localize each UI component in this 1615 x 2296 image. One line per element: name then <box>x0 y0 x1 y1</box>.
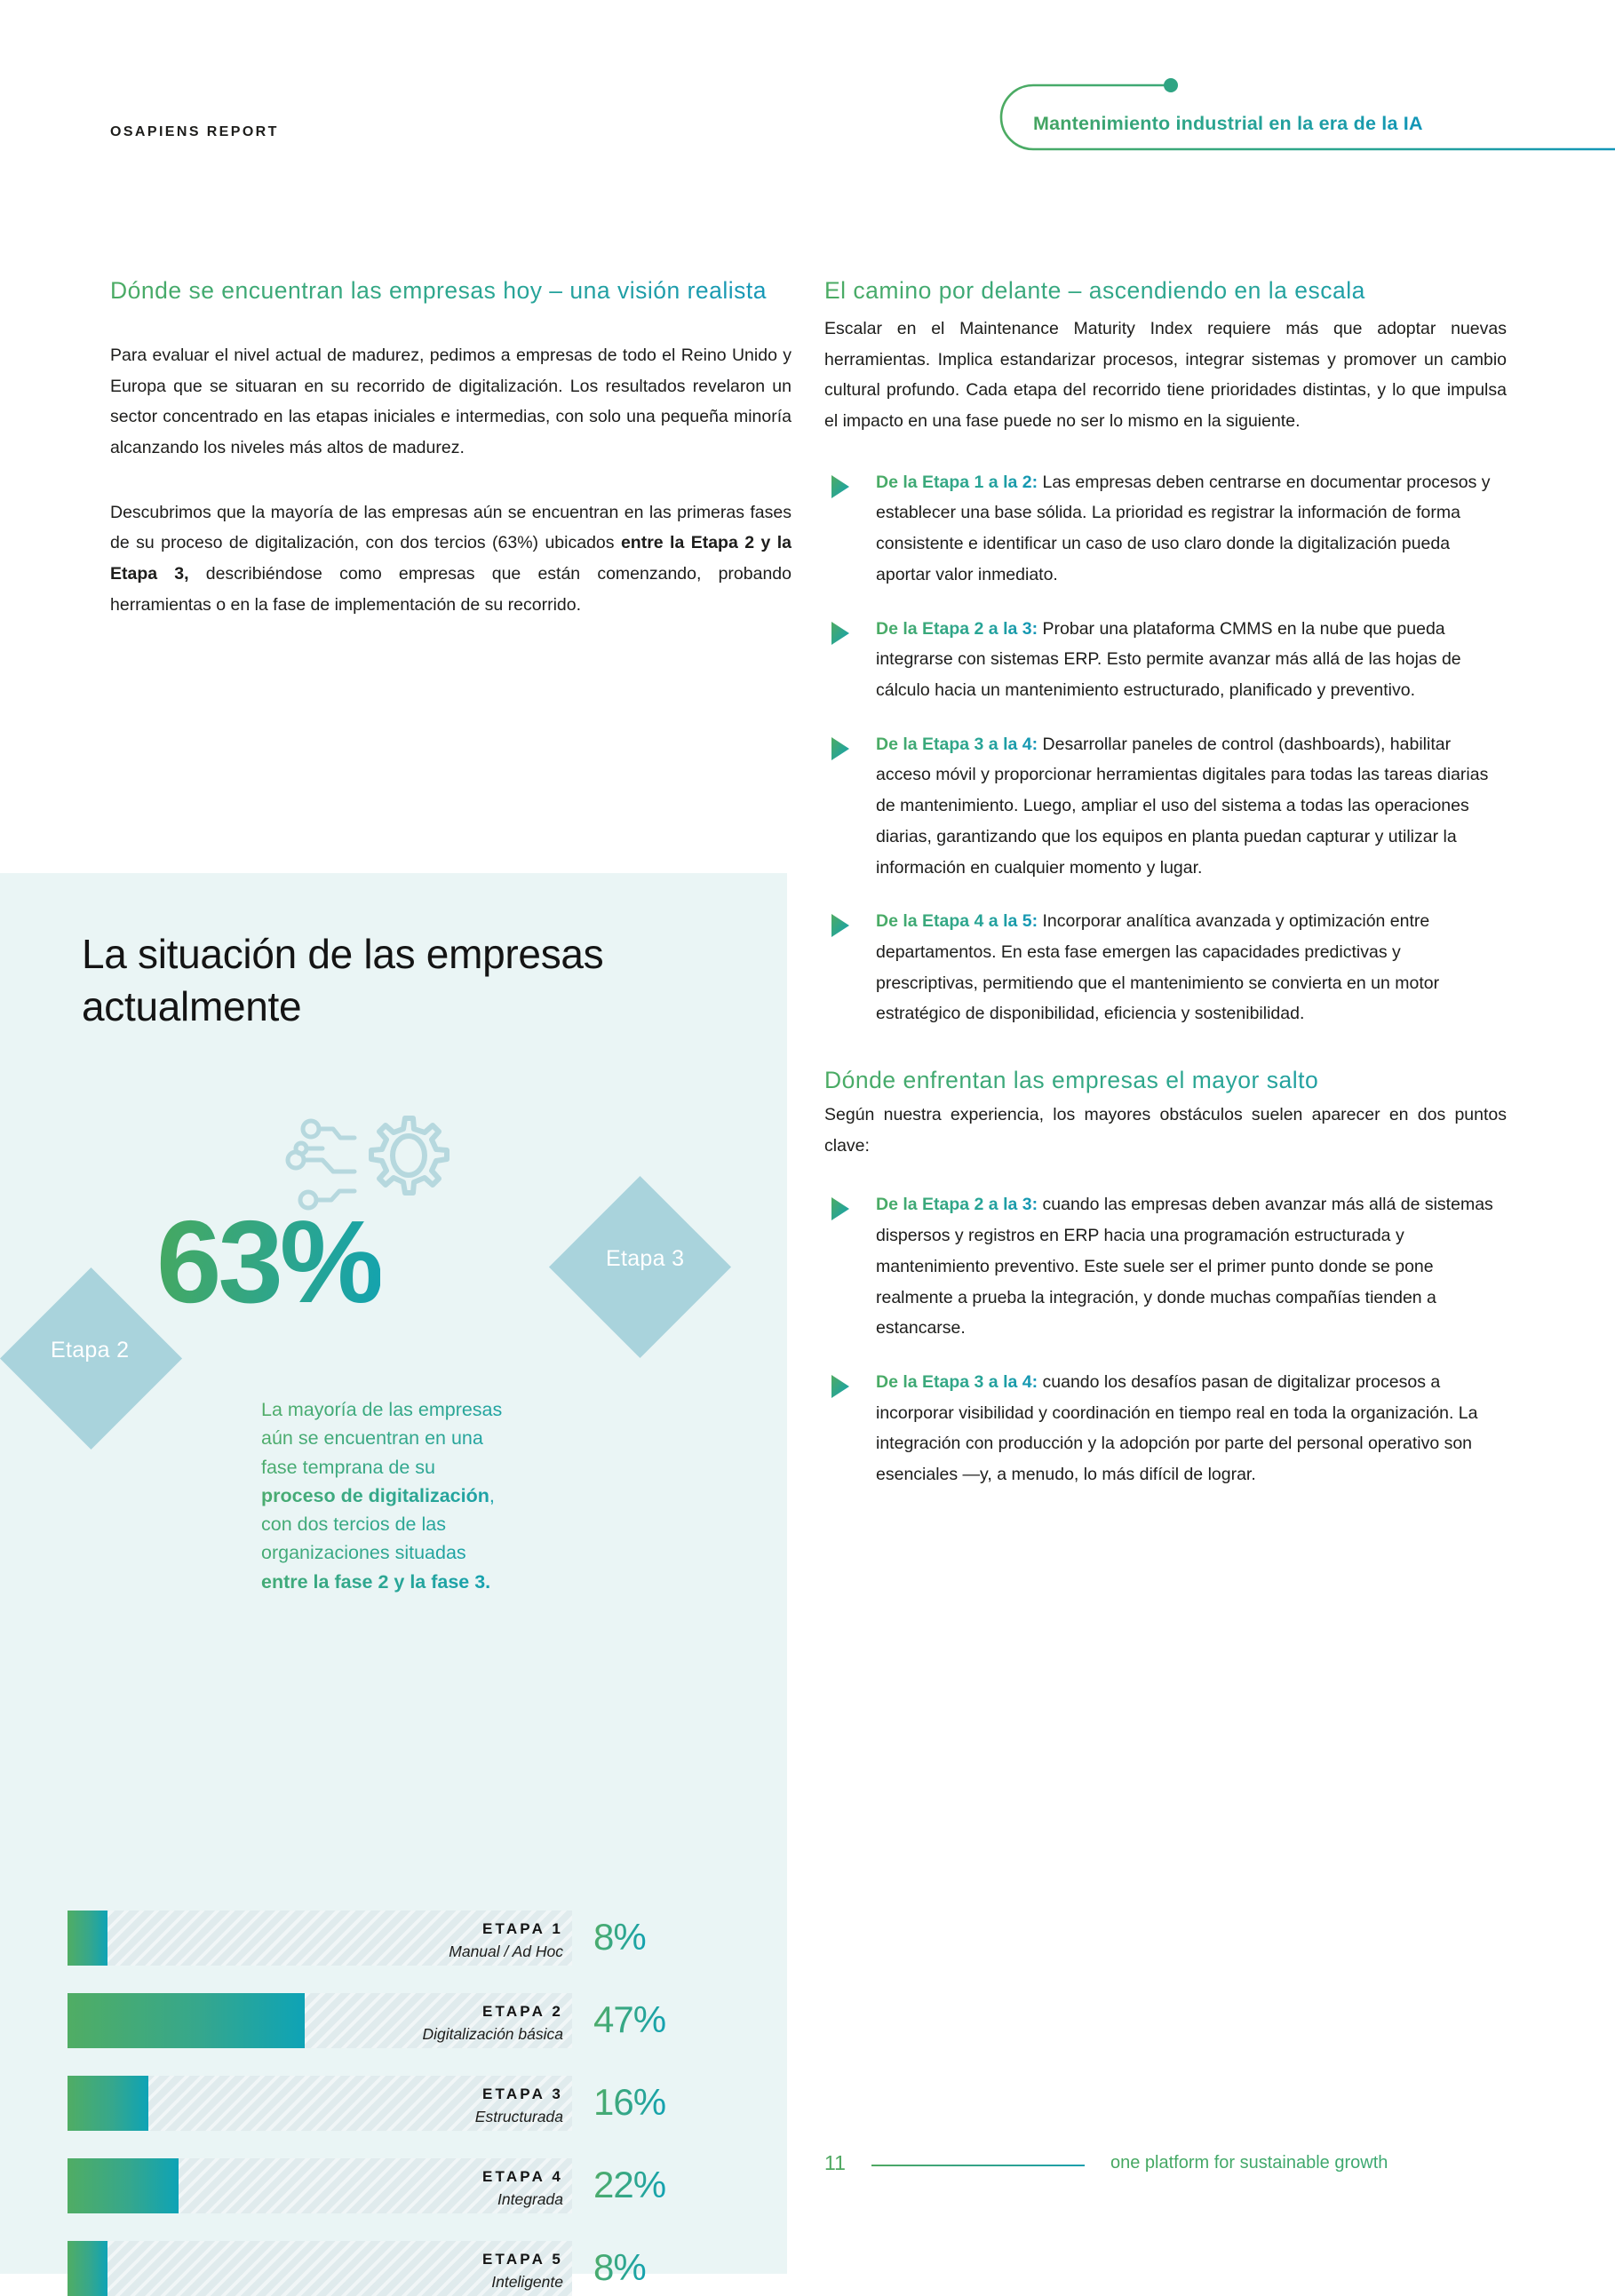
bar-value-label: 16% <box>593 2081 666 2123</box>
bar-sub-label: Manual / Ad Hoc <box>449 1942 563 1960</box>
right-intro-paragraph: Escalar en el Maintenance Maturity Index requiere más que adoptar nuevas herramientas. Implica estandarizar procesos, integrar sistemas y promover un cambio cultural profundo. Cada etapa del recorrido tiene prioridades distintas, y lo que impulsa el impacto en una fase puede no ser lo mismo en la siguiente. <box>824 318 1507 432</box>
triangle-bullet-icon <box>831 1375 849 1398</box>
left-paragraph-1: Para evaluar el nivel actual de madurez, pedimos a empresas de todo el Reino Unido y Europa que se situaran en su recorrido de digitalización. Los resultados revelaron un sector concentrado en las etapas iniciales e intermedias, con solo una pequeña minoría alcanzando los niveles más altos de madurez. <box>110 345 792 458</box>
bullet-lead: De la Etapa 4 a la 5: <box>876 911 1038 932</box>
bullet-rest: Probar una plataforma CMMS en la nube que pueda integrarse con sistemas ERP. Esto permite avanzar más allá de las hojas de cálculo hacia un mantenimiento estructurado, planificado y preventivo. <box>876 618 1461 700</box>
left-p2-post: describiéndose como empresas que están comenzando, probando herramientas o en la fase de implementación de su recorrido. <box>110 564 792 615</box>
list-item <box>824 1189 1507 1344</box>
bullet-rest: Las empresas deben centrarse en documentar procesos y establecer una base sólida. La prioridad es registrar la información de forma consistente e identificar un caso de uso claro donde la digitalización pueda aportar valor inmediato. <box>876 472 1491 584</box>
bar-sub-label: Estructurada <box>474 2107 563 2125</box>
footer-divider <box>871 2165 1085 2166</box>
left-paragraph-2 <box>110 497 792 621</box>
bar-sub-label: Integrada <box>497 2189 563 2208</box>
bar-fill <box>68 1911 107 1966</box>
bar-fill <box>68 1993 305 2048</box>
infographic-panel <box>0 873 787 2291</box>
triangle-bullet-icon <box>831 1197 849 1220</box>
list-item <box>824 729 1507 884</box>
bullet-lead: De la Etapa 2 a la 3: <box>876 1195 1038 1215</box>
table-row <box>68 2158 689 2213</box>
left-column-heading: Dónde se encuentran las empresas hoy – una visión realista <box>110 275 792 306</box>
footer-tagline: one platform for sustainable growth <box>1110 2153 1388 2173</box>
list-item <box>824 614 1507 706</box>
diamond-label-stage3: Etapa 3 <box>606 1246 685 1271</box>
bar-stage-label: ETAPA 2 <box>481 2003 563 2020</box>
bar-value-label: 47% <box>593 1998 666 2040</box>
left-p2-pre: Descubrimos que la mayoría de las empresas aún se encuentran en las primeras fases de su proceso de digitalización, con dos tercios (63%) ubicados <box>110 502 792 553</box>
list-item <box>824 467 1507 591</box>
bar-label-group <box>270 1918 563 1963</box>
bar-sub-label: Digitalización básica <box>422 2024 563 2043</box>
bar-label-group <box>270 2248 563 2293</box>
bar-stage-label: ETAPA 3 <box>481 2085 563 2102</box>
triangle-bullet-icon <box>831 737 849 760</box>
bar-value-label: 22% <box>593 2164 666 2205</box>
bar-stage-label: ETAPA 4 <box>481 2168 563 2185</box>
table-row <box>68 1911 689 1966</box>
bullet-lead: De la Etapa 3 a la 4: <box>876 734 1038 754</box>
right-column-heading: El camino por delante – ascendiendo en la escala <box>824 275 1507 306</box>
bullet-lead: De la Etapa 1 a la 2: <box>876 472 1038 492</box>
bar-label-group <box>270 2083 563 2128</box>
bullet-lead: De la Etapa 3 a la 4: <box>876 1371 1038 1392</box>
right-column-subheading: Dónde enfrentan las empresas el mayor salto <box>824 1065 1507 1096</box>
bar-label-group <box>270 2000 563 2046</box>
bullet-text <box>876 614 1507 706</box>
header-title: Mantenimiento industrial en la era de la IA <box>1033 113 1423 134</box>
bullet-text <box>876 467 1507 591</box>
infographic-title: La situación de las empresas actualmente <box>82 931 604 1029</box>
page-number: 11 <box>824 2151 846 2174</box>
bar-stage-label: ETAPA 5 <box>481 2251 563 2268</box>
bar-fill <box>68 2076 148 2131</box>
bullet-lead: De la Etapa 2 a la 3: <box>876 618 1038 639</box>
bullet-text <box>876 1189 1507 1344</box>
table-row <box>68 2241 689 2296</box>
bar-fill <box>68 2241 107 2296</box>
table-row <box>68 2076 689 2131</box>
roadmap-bullet-list <box>824 467 1507 1029</box>
bar-stage-label: ETAPA 1 <box>481 1920 563 1937</box>
right-sub-intro-paragraph: Según nuestra experiencia, los mayores obstáculos suelen aparecer en dos puntos clave: <box>824 1105 1507 1156</box>
list-item <box>824 906 1507 1029</box>
bullet-rest: Desarrollar paneles de control (dashboards), habilitar acceso móvil y proporcionar herramientas digitales para todas las tareas diarias de mantenimiento. Luego, ampliar el uso del sistema a todas las operaciones diarias, garantizando que los equipos en planta puedan capturar y utilizar la información en cualquier momento y lugar. <box>876 734 1489 878</box>
triangle-bullet-icon <box>831 475 849 498</box>
diamond-label-stage2: Etapa 2 <box>51 1338 130 1363</box>
bullet-rest: cuando las empresas deben avanzar más allá de sistemas dispersos y registros en ERP hacia una programación estructurada y mantenimiento preventivo. Este suele ser el primer punto donde se pone realmente a prueba la integración, y donde muchas compañías tienden a estancarse. <box>876 1195 1493 1339</box>
bullet-text <box>876 1367 1507 1490</box>
caption-part-1: La mayoría de las empresas aún se encuentran en una fase temprana de su <box>261 1399 503 1478</box>
big-percentage-stat: 63% <box>156 1196 381 1327</box>
right-column <box>824 275 1507 1490</box>
bar-value-label: 8% <box>593 1916 646 1958</box>
triangle-bullet-icon <box>831 622 849 645</box>
bar-sub-label: Inteligente <box>491 2272 563 2291</box>
bar-label-group <box>270 2165 563 2211</box>
bullet-rest: Incorporar analítica avanzada y optimización entre departamentos. En esta fase emergen las capacidades predictivas y prescriptivas, permitiendo que el mantenimiento se convierta en un motor estratégico de disponibilidad, eficiencia y sostenibilidad. <box>876 911 1440 1024</box>
bullet-text <box>876 729 1507 884</box>
bullet-rest: cuando los desafíos pasan de digitalizar procesos a incorporar visibilidad y coordinación en tiempo real en toda la organización. La integración con producción y la adopción por parte del personal operativo son esenciales —y, a menudo, lo más difícil de lograr. <box>876 1371 1478 1485</box>
table-row <box>68 1993 689 2048</box>
list-item <box>824 1367 1507 1490</box>
report-kicker: OSAPIENS REPORT <box>110 124 279 139</box>
left-column <box>110 275 792 621</box>
triangle-bullet-icon <box>831 914 849 937</box>
caption-part-2: , con dos tercios de las organizaciones situadas <box>261 1484 495 1564</box>
bar-value-label: 8% <box>593 2246 646 2288</box>
caption-bold-2: entre la fase 2 y la fase 3. <box>261 1570 491 1593</box>
caption-bold-1: proceso de digitalización <box>261 1484 489 1506</box>
bar-fill <box>68 2158 179 2213</box>
page-footer <box>824 2149 1508 2185</box>
bullet-text <box>876 906 1507 1029</box>
infographic-caption <box>261 1395 508 1596</box>
left-p2-bold: entre la Etapa 2 y la Etapa 3, <box>110 533 792 584</box>
challenges-bullet-list <box>824 1189 1507 1490</box>
maturity-bar-chart <box>68 1911 689 2296</box>
